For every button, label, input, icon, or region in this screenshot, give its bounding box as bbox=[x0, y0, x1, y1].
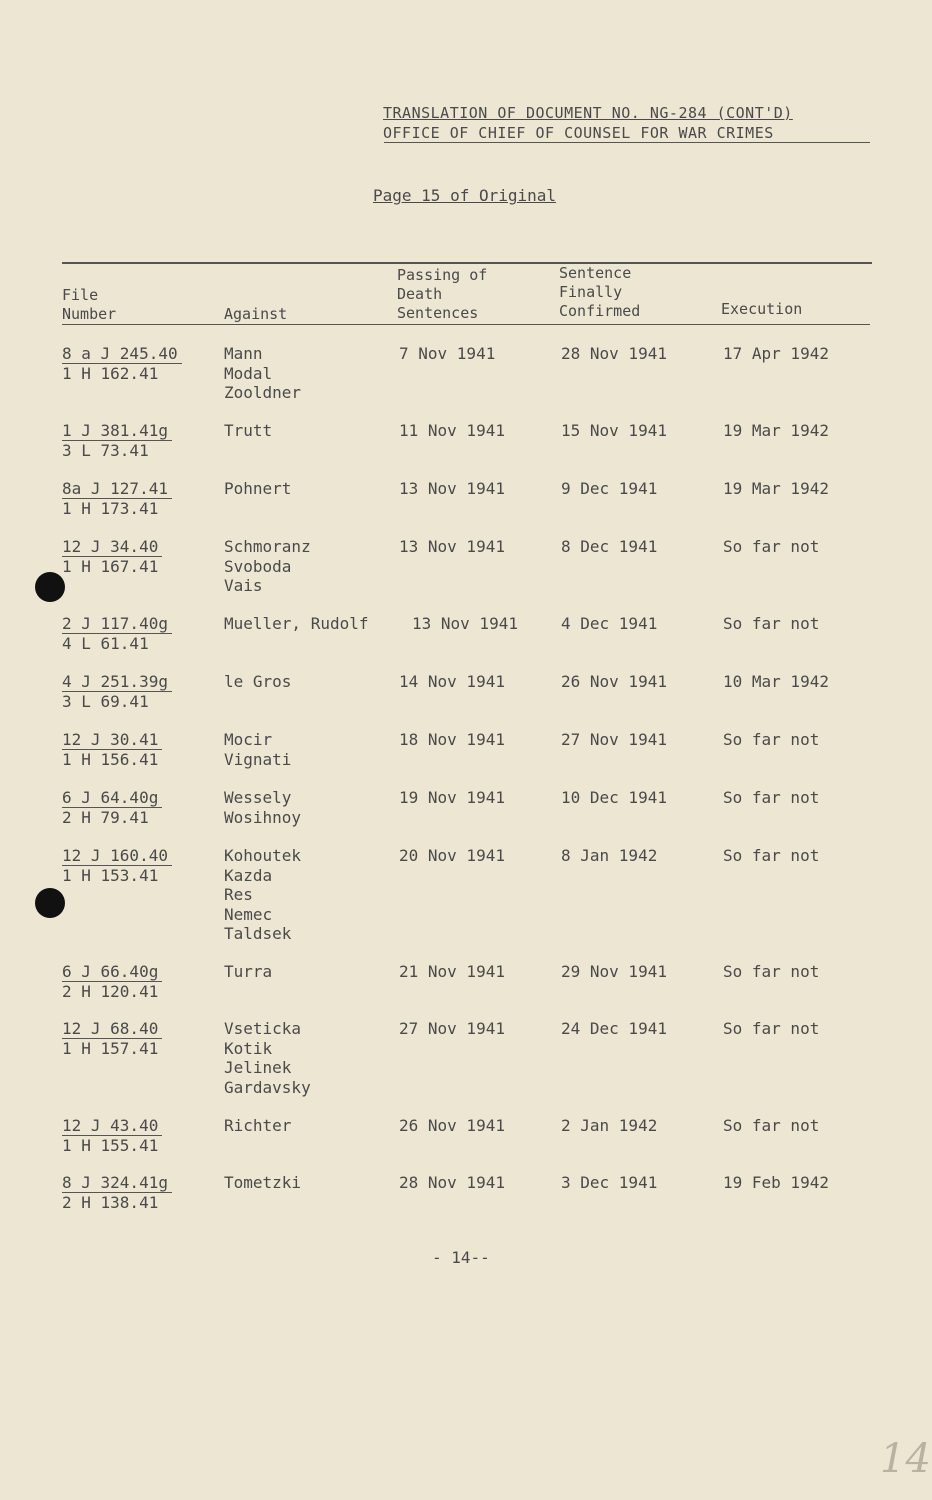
passing-date: 27 Nov 1941 bbox=[399, 1019, 505, 1038]
page-title: Page 15 of Original bbox=[373, 186, 557, 205]
translation-header: TRANSLATION OF DOCUMENT NO. NG-284 (CONT'D) bbox=[383, 104, 793, 122]
file-number: 12 J 34.40 1 H 167.41 bbox=[62, 537, 162, 576]
confirmed-date: 26 Nov 1941 bbox=[561, 672, 667, 691]
against-names: Pohnert bbox=[224, 479, 292, 498]
against-names: Richter bbox=[224, 1116, 292, 1135]
file-number: 4 J 251.39g 3 L 69.41 bbox=[62, 672, 172, 711]
office-header: OFFICE OF CHIEF OF COUNSEL FOR WAR CRIMES bbox=[383, 124, 774, 142]
passing-date: 18 Nov 1941 bbox=[399, 730, 505, 749]
table-top-rule bbox=[62, 262, 872, 264]
confirmed-date: 2 Jan 1942 bbox=[561, 1116, 658, 1135]
confirmed-date: 10 Dec 1941 bbox=[561, 788, 667, 807]
execution-date: So far not bbox=[723, 1019, 820, 1038]
execution-date: 10 Mar 1942 bbox=[723, 672, 829, 691]
column-header-against: Against bbox=[224, 305, 288, 323]
file-number: 6 J 64.40g 2 H 79.41 bbox=[62, 788, 162, 827]
against-names: Mocir Vignati bbox=[224, 730, 292, 769]
page-number: - 14-- bbox=[432, 1248, 490, 1267]
confirmed-date: 8 Dec 1941 bbox=[561, 537, 658, 556]
file-number: 8 J 324.41g 2 H 138.41 bbox=[62, 1173, 172, 1212]
against-names: Tometzki bbox=[224, 1173, 302, 1192]
confirmed-date: 24 Dec 1941 bbox=[561, 1019, 667, 1038]
execution-date: 19 Mar 1942 bbox=[723, 421, 829, 440]
passing-date: 13 Nov 1941 bbox=[399, 479, 505, 498]
execution-date: So far not bbox=[723, 614, 820, 633]
passing-date: 13 Nov 1941 bbox=[412, 614, 518, 633]
file-number: 12 J 160.40 1 H 153.41 bbox=[62, 846, 172, 885]
passing-date: 26 Nov 1941 bbox=[399, 1116, 505, 1135]
column-header-execution: Execution bbox=[721, 300, 803, 318]
file-number: 8a J 127.41 1 H 173.41 bbox=[62, 479, 172, 518]
execution-date: 19 Feb 1942 bbox=[723, 1173, 829, 1192]
file-number: 12 J 43.40 1 H 155.41 bbox=[62, 1116, 162, 1155]
against-names: Mueller, Rudolf bbox=[224, 614, 369, 633]
execution-date: So far not bbox=[723, 1116, 820, 1135]
passing-date: 11 Nov 1941 bbox=[399, 421, 505, 440]
execution-date: 17 Apr 1942 bbox=[723, 344, 829, 363]
execution-date: 19 Mar 1942 bbox=[723, 479, 829, 498]
execution-date: So far not bbox=[723, 537, 820, 556]
confirmed-date: 28 Nov 1941 bbox=[561, 344, 667, 363]
passing-date: 7 Nov 1941 bbox=[399, 344, 496, 363]
header-underline bbox=[62, 324, 870, 325]
execution-date: So far not bbox=[723, 788, 820, 807]
passing-date: 14 Nov 1941 bbox=[399, 672, 505, 691]
passing-date: 28 Nov 1941 bbox=[399, 1173, 505, 1192]
confirmed-date: 27 Nov 1941 bbox=[561, 730, 667, 749]
execution-date: So far not bbox=[723, 962, 820, 981]
file-number: 1 J 381.41g 3 L 73.41 bbox=[62, 421, 172, 460]
confirmed-date: 8 Jan 1942 bbox=[561, 846, 658, 865]
file-number: 2 J 117.40g 4 L 61.41 bbox=[62, 614, 172, 653]
passing-date: 21 Nov 1941 bbox=[399, 962, 505, 981]
file-number: 6 J 66.40g 2 H 120.41 bbox=[62, 962, 162, 1001]
execution-date: So far not bbox=[723, 846, 820, 865]
confirmed-date: 4 Dec 1941 bbox=[561, 614, 658, 633]
against-names: Turra bbox=[224, 962, 273, 981]
file-number: 8 a J 245.40 1 H 162.41 bbox=[62, 344, 182, 383]
column-header-passing: Passing of Death Sentences bbox=[397, 266, 488, 322]
execution-date: So far not bbox=[723, 730, 820, 749]
file-number: 12 J 30.41 1 H 156.41 bbox=[62, 730, 162, 769]
passing-date: 19 Nov 1941 bbox=[399, 788, 505, 807]
file-number: 12 J 68.40 1 H 157.41 bbox=[62, 1019, 162, 1058]
against-names: Vseticka Kotik Jelinek Gardavsky bbox=[224, 1019, 311, 1097]
margin-note: 14 bbox=[880, 1436, 931, 1482]
passing-date: 13 Nov 1941 bbox=[399, 537, 505, 556]
against-names: Trutt bbox=[224, 421, 273, 440]
confirmed-date: 15 Nov 1941 bbox=[561, 421, 667, 440]
against-names: Wessely Wosihnoy bbox=[224, 788, 302, 827]
header-rule bbox=[384, 142, 870, 143]
column-header-confirmed: Sentence Finally Confirmed bbox=[559, 264, 641, 320]
passing-date: 20 Nov 1941 bbox=[399, 846, 505, 865]
column-header-file: File Number bbox=[62, 286, 117, 323]
against-names: Mann Modal Zooldner bbox=[224, 344, 302, 402]
against-names: Schmoranz Svoboda Vais bbox=[224, 537, 311, 595]
against-names: Kohoutek Kazda Res Nemec Taldsek bbox=[224, 846, 302, 943]
confirmed-date: 29 Nov 1941 bbox=[561, 962, 667, 981]
punch-hole bbox=[35, 888, 65, 918]
punch-hole bbox=[35, 572, 65, 602]
confirmed-date: 9 Dec 1941 bbox=[561, 479, 658, 498]
against-names: le Gros bbox=[224, 672, 292, 691]
confirmed-date: 3 Dec 1941 bbox=[561, 1173, 658, 1192]
